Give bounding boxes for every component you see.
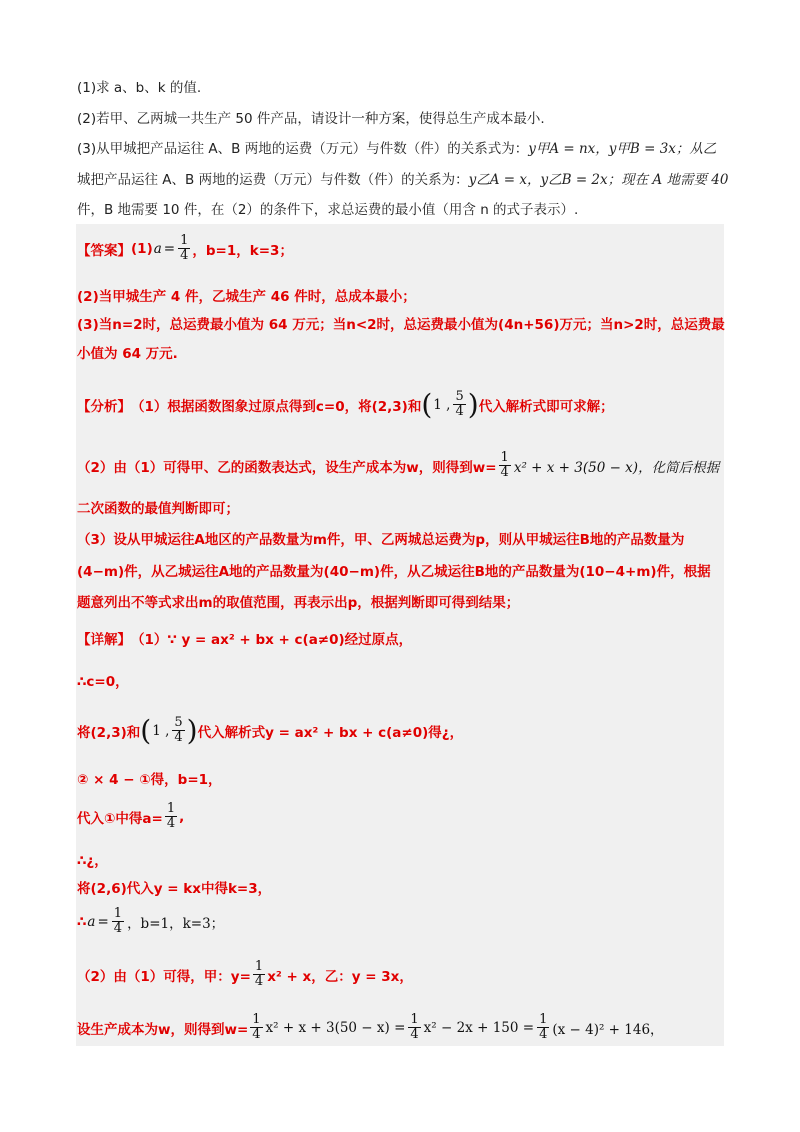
fraction-a-2: $\frac{1}{4}$ <box>166 801 176 831</box>
detail-d9-tail: x² + x，乙：y = 3x， <box>267 968 413 985</box>
detail-line-7: 将(2,6)代入y = kx中得k=3， <box>77 881 272 897</box>
analysis-line-1: 【分析】 （1）根据函数图象过原点得到c=0，将(2,3)和 ( 1 , $\frac{5}{4}$ ) 代入解析式即可求解； <box>77 387 614 421</box>
detail-d10-a: x² + x + 3(50 − x) = <box>265 1019 406 1036</box>
detail-line-3: 将(2,3)和 ( 1 , $\frac{5}{4}$ ) 代入解析式y = ax² + bx + c(a≠0)得¿， <box>77 713 464 747</box>
question-part-1: (1)求 a、b、k 的值. <box>77 80 202 96</box>
detail-d10-b: x² − 2x + 150 = <box>423 1019 535 1036</box>
answer-line-1: 【答案】 (1) a = $\frac{1}{4}$ ，b=1，k=3； <box>77 233 293 263</box>
detail-d8-tail: ，b=1，k=3； <box>127 915 225 932</box>
analysis-line-3b: (4−m)件，从乙城运往A地的产品数量为(40−m)件，从乙城运往B地的产品数量为(10−4+m)件，根据 <box>77 564 711 580</box>
question-part-3-line-2 <box>77 170 728 190</box>
fraction-five-quarters: $\frac{5}{4}$ <box>455 389 464 419</box>
q3-l2-math: y乙A = x，y乙B = 2x；现在 A 地需要 40 <box>468 172 729 188</box>
analysis-line-2b: 二次函数的最值判断即可； <box>77 501 239 517</box>
analysis-p1-tail: 代入解析式即可求解； <box>478 398 614 415</box>
fraction-five-quarters-2: $\frac{5}{4}$ <box>174 715 183 745</box>
detail-line-1 <box>77 628 412 648</box>
detail-line-2: ∴c=0， <box>77 674 129 690</box>
answer-line-2: (2)当甲城生产 4 件，乙城生产 46 件时，总成本最小； <box>77 289 416 305</box>
detail-line-9 <box>77 960 413 989</box>
detail-d10: 设生产成本为w，则得到w= <box>77 1021 249 1038</box>
analysis-p2: （2）由（1）可得甲、乙的函数表达式，设生产成本为w，则得到w= <box>77 459 497 476</box>
detail-line-5: 代入①中得a= $\frac{1}{4}$ , <box>77 801 185 831</box>
question-part-2: (2)若甲、乙两城一共生产 50 件产品，请设计一种方案，使得总生产成本最小. <box>77 111 545 127</box>
detail-line-6: ∴¿， <box>77 853 108 869</box>
detail-d9: （2）由（1）可得，甲：y= <box>77 968 251 985</box>
question-part-3-line-1 <box>77 139 716 159</box>
q3-l1-math: y甲A = nx，y甲B = 3x；从乙 <box>528 141 717 157</box>
analysis-line-2 <box>77 451 720 480</box>
detail-d3: 将(2,3)和 <box>77 724 141 741</box>
analysis-label: 【分析】 <box>77 398 131 415</box>
fraction-a-3: $\frac{1}{4}$ <box>113 906 123 936</box>
detail-line-10 <box>77 1013 665 1042</box>
fraction-jia: $\frac{1}{4}$ <box>254 959 264 989</box>
fraction-w-3: $\frac{1}{4}$ <box>539 1012 548 1042</box>
fraction-w-1: $\frac{1}{4}$ <box>252 1012 261 1042</box>
detail-d1: （1）∵ y = ax² + bx + c(a≠0)经过原点， <box>131 632 413 648</box>
question-part-3-line-3: 件，B 地需要 10 件，在（2）的条件下，求总运费的最小值（用含 n 的式子表示）. <box>77 202 579 218</box>
detail-d10-c: (x − 4)² + 146， <box>552 1021 664 1038</box>
detail-d3-tail: 代入解析式y = ax² + bx + c(a≠0)得¿， <box>197 724 464 741</box>
fraction-a: $\frac{1}{4}$ <box>180 233 189 263</box>
answer-line-3b: 小值为 64 万元. <box>77 346 178 362</box>
detail-line-8: ∴ a = $\frac{1}{4}$ ，b=1，k=3； <box>77 906 225 936</box>
q3-l1-text: (3)从甲城把产品运往 A、B 两地的运费（万元）与件数（件）的关系式为： <box>77 141 529 157</box>
answer-label: 【答案】 <box>77 242 131 259</box>
q3-l2-text: 城把产品运往 A、B 两地的运费（万元）与件数（件）的关系为： <box>77 172 469 188</box>
analysis-p1: （1）根据函数图象过原点得到c=0，将(2,3)和 <box>131 398 422 415</box>
answer-line-3a: (3)当n=2时，总运费最小值为 64 万元；当n<2时，总运费最小值为(4n+56)万元；当n>2时，总运费最 <box>77 317 725 333</box>
detail-d5: 代入①中得a= <box>77 810 163 827</box>
fraction-w-2: $\frac{1}{4}$ <box>410 1012 419 1042</box>
detail-line-4: ② × 4 − ①得，b=1， <box>77 772 222 788</box>
analysis-line-3c: 题意列出不等式求出m的取值范围，再表示出p，根据判断即可得到结果； <box>77 595 520 611</box>
analysis-line-3a: （3）设从甲城运往A地区的产品数量为m件，甲、乙两城总运费为p，则从甲城运往B地的产品数量为 <box>77 532 685 548</box>
answer-line-1-tail: ，b=1，k=3； <box>192 242 293 259</box>
fraction-quarter: $\frac{1}{4}$ <box>500 450 509 480</box>
detail-label: 【详解】 <box>77 632 131 648</box>
analysis-p2-tail: x² + x + 3(50 − x)，化简后根据 <box>513 459 720 476</box>
